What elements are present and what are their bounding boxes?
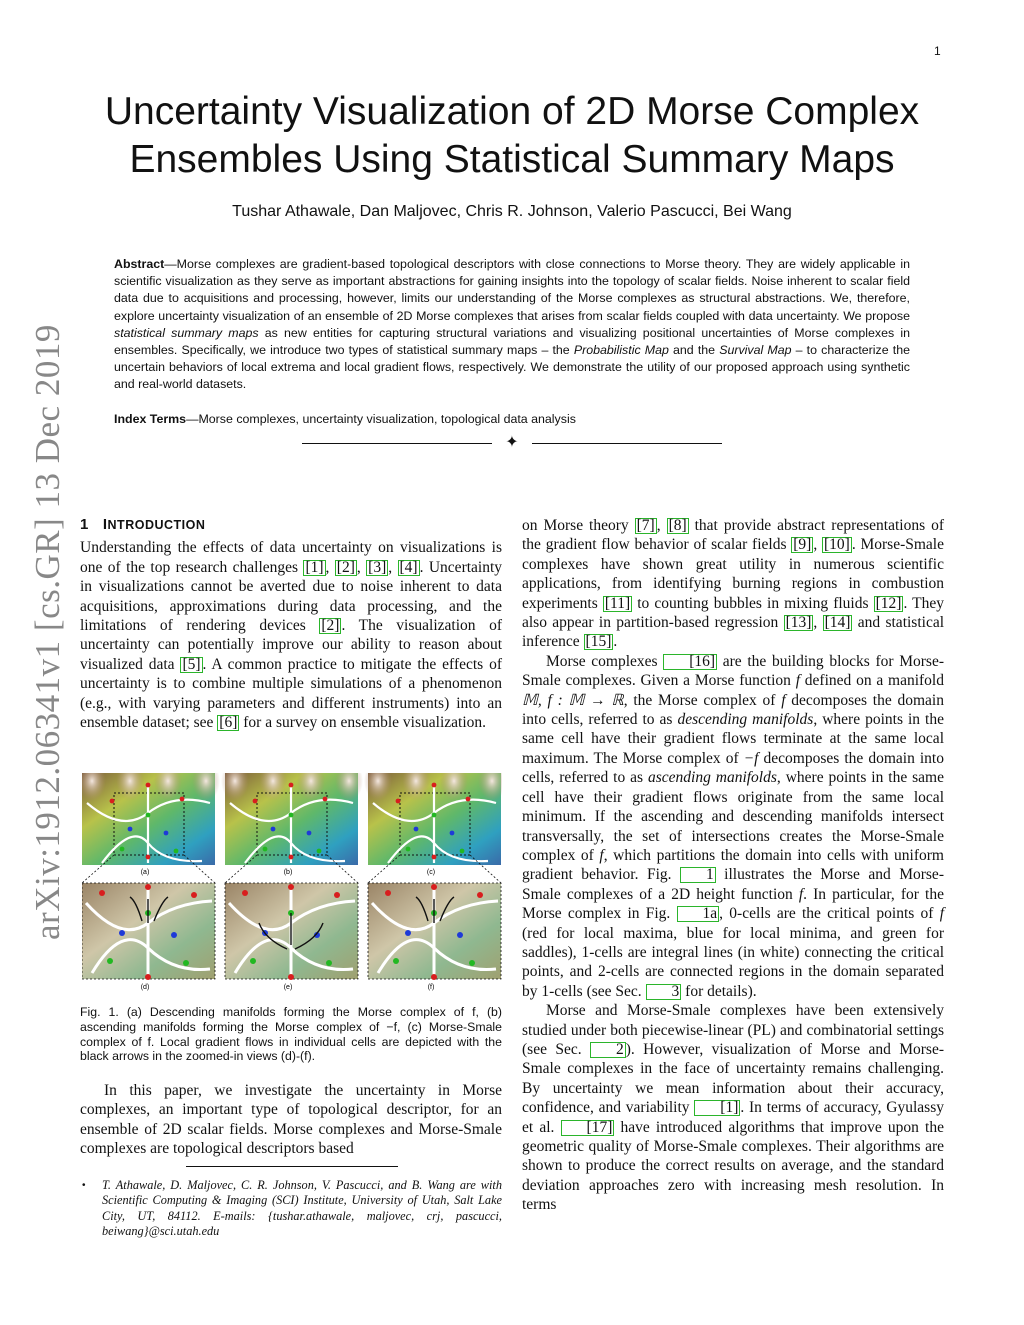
intro-paragraph-2: In this paper, we investigate the uncertainty in Morse complexes, an important type of topological descriptor, for an ensemble of 2D scalar fields. Morse complexes and Morse-Smale complexes are topological descriptors based bbox=[80, 1082, 502, 1158]
citation-link[interactable]: [4] bbox=[399, 558, 418, 576]
title-line-1: Uncertainty Visualization of 2D Morse Complex bbox=[104, 90, 920, 133]
critical-point-max bbox=[146, 783, 151, 788]
critical-point-saddle bbox=[263, 847, 268, 852]
critical-point-max bbox=[110, 799, 115, 804]
figure-label-b: (b) bbox=[283, 869, 293, 876]
citation-link[interactable]: [2] bbox=[336, 558, 355, 576]
critical-point-min bbox=[405, 930, 411, 936]
critical-point-max bbox=[385, 890, 391, 896]
critical-point-saddle bbox=[393, 958, 399, 964]
right-paragraph-3: Morse and Morse-Smale complexes have been extensively studied under both piecewise-linear (PL) and combinatorial settings (see Sec. 2 ). However, visualization of Morse and Morse-Smale complexes in the face of uncertainty remains challenging. By uncertainty we mean information about their accuracy, confidence, and variability [1] . In terms of accuracy, Gyulassy et al. [17] have introduced algorithms that improve upon the geometric quality of Morse-Smale complexes. Their algorithms are shown to produce the correct results on average, and the standard deviation approaches zero with increasing mesh resolution. In terms bbox=[522, 1002, 944, 1214]
critical-point-saddle bbox=[107, 958, 113, 964]
critical-point-saddle bbox=[432, 813, 437, 818]
figure-1 bbox=[82, 773, 502, 995]
abstract bbox=[114, 256, 910, 394]
critical-point-max bbox=[466, 797, 471, 802]
arxiv-stamp: arXiv:1912.06341v1 [cs.GR] 13 Dec 2019 bbox=[28, 324, 67, 940]
critical-point-saddle bbox=[120, 847, 125, 852]
critical-point-max bbox=[477, 892, 483, 898]
section-heading-introduction bbox=[80, 515, 502, 535]
figure-label-a: (a) bbox=[140, 869, 150, 876]
critical-point-min bbox=[457, 932, 463, 938]
index-terms-label: Index Terms bbox=[114, 412, 187, 426]
critical-point-saddle bbox=[460, 849, 465, 854]
citation-link[interactable]: [3] bbox=[368, 558, 387, 576]
section-number: 1 bbox=[80, 516, 89, 533]
figure-link[interactable]: 1 bbox=[680, 867, 716, 883]
paper-title bbox=[0, 88, 1024, 184]
citation-link[interactable]: [12] bbox=[875, 594, 902, 612]
figure-label-f: (f) bbox=[427, 984, 435, 991]
critical-point-min bbox=[307, 831, 312, 836]
critical-point-min bbox=[164, 831, 169, 836]
citation-link[interactable]: [8] bbox=[668, 517, 687, 534]
critical-point-min bbox=[271, 827, 276, 832]
index-terms bbox=[114, 412, 910, 426]
citation-link[interactable]: [7] bbox=[636, 517, 655, 534]
critical-point-saddle bbox=[326, 960, 332, 966]
author-affiliation-footnote: T. Athawale, D. Maljovec, C. R. Johnson, V. Pascucci, and B. Wang are with Scientific Computing & Imaging (SCI) Institute, University of Utah, Salt Lake City, UT, 84112. E-mails: {tushar.athawale, maljovec, crj, pascucci, beiwang}@sci.utah.edu bbox=[102, 1178, 502, 1239]
right-paragraph-2: Morse complexes [16] are the building blocks for Morse-Smale complexes. Given a Morse function f defined on a manifold 𝕄, f : 𝕄 → ℝ, the Morse complex of f decomposes the domain into cells, referred to as descending manifolds, where points in the same cell have their gradient flows terminate at the same local maximum. The Morse complex of −f decomposes the domain into cells, referred to as ascending manifolds, where points in the same cell have their gradient flows originate from the same local minimum. If the ascending and descending manifolds intersect transversally, the set of intersections creates the Morse-Smale complex of f, which partitions the domain into cells with uniform gradient behavior. Fig. 1 illustrates the Morse and Morse-Smale complexes of a 2D height function f. In particular, for the Morse complex in Fig. 1a , 0-cells are the critical points of f (red for local maxima, blue for local minima, and green for saddles), 1-cells are integral lines (in white) connecting the critical points, and 2-cells are connected regions in the domain separated by 1-cells (see Sec. 3 for details). bbox=[522, 652, 944, 1000]
section-first-letter: I bbox=[102, 516, 108, 533]
section-link[interactable]: 3 bbox=[646, 984, 682, 1000]
section-divider bbox=[302, 434, 722, 454]
divider-line-left bbox=[302, 443, 492, 444]
right-paragraph-1: on Morse theory [7] , [8] that provide abstract representations of the gradient flow behavior of scalar fields [9] , [10] . Morse-Smale complexes have shown great utility in numerous scientific applications, from identifying burning regions in combustion experiments [11] to counting bubbles in mixing fluids [12] . They also appear in partition-based regression [13] , [14] and statistical inference [15] . bbox=[522, 517, 945, 651]
critical-point-saddle bbox=[174, 849, 179, 854]
figure-label-c: (c) bbox=[426, 869, 436, 876]
critical-point-max bbox=[432, 783, 437, 788]
citation-link[interactable]: [2] bbox=[321, 617, 340, 635]
abstract-text-2: as new entities for capturing structural variations and visualizing positional uncertainties of Morse complexes in ensembles. Specifically, we introduce two types of statistical summary maps – the bbox=[114, 325, 910, 358]
figure-caption: Fig. 1. (a) Descending manifolds forming the Morse complex of f, (b) ascending manifolds forming the Morse complex of −f, (c) Morse-Smale complex of f. Local gradient flows in individual cells are depicted with the black arrows in the zoomed-in views (d)-(f). bbox=[80, 1005, 502, 1064]
citation-link[interactable]: [10] bbox=[824, 536, 850, 554]
divider-line-right bbox=[532, 443, 722, 444]
abstract-emph-3: Survival Map bbox=[719, 343, 792, 358]
citation-link[interactable]: [6] bbox=[219, 714, 238, 732]
citation-link[interactable]: [1] bbox=[305, 558, 324, 576]
left-column-top bbox=[80, 515, 502, 732]
critical-point-saddle bbox=[317, 849, 322, 854]
critical-point-max bbox=[323, 797, 328, 802]
critical-point-min bbox=[119, 930, 125, 936]
citation-link[interactable]: [11] bbox=[604, 594, 631, 612]
section-title-rest: NTRODUCTION bbox=[107, 518, 206, 532]
footnote-bullet: • bbox=[82, 1180, 86, 1191]
critical-point-max bbox=[242, 890, 248, 896]
critical-point-min bbox=[450, 831, 455, 836]
critical-point-max bbox=[288, 884, 294, 890]
critical-point-max bbox=[99, 890, 105, 896]
critical-point-saddle bbox=[183, 960, 189, 966]
critical-point-max bbox=[432, 855, 437, 860]
critical-point-saddle bbox=[146, 813, 151, 818]
critical-point-min bbox=[414, 827, 419, 832]
critical-point-max bbox=[289, 855, 294, 860]
critical-point-min bbox=[171, 932, 177, 938]
critical-point-max bbox=[431, 974, 437, 980]
right-column bbox=[522, 516, 944, 1215]
abstract-emph-2: Probabilistic Map bbox=[573, 343, 669, 358]
citation-link[interactable]: [1] bbox=[694, 1100, 740, 1116]
section-link[interactable]: 2 bbox=[590, 1042, 626, 1058]
critical-point-max bbox=[253, 799, 258, 804]
figure-label-d: (d) bbox=[140, 984, 150, 991]
author-list: Tushar Athawale, Dan Maljovec, Chris R. Johnson, Valerio Pascucci, Bei Wang bbox=[232, 203, 792, 220]
citation-link[interactable]: [15] bbox=[585, 633, 612, 651]
critical-point-saddle bbox=[289, 813, 294, 818]
index-terms-text: —Morse complexes, uncertainty visualization, topological data analysis bbox=[186, 412, 576, 426]
abstract-text-3: and the bbox=[668, 343, 720, 358]
critical-point-max bbox=[191, 892, 197, 898]
critical-point-saddle bbox=[469, 960, 475, 966]
critical-point-max bbox=[288, 974, 294, 980]
divider-glyph: ✦ bbox=[505, 434, 519, 451]
critical-point-max bbox=[146, 855, 151, 860]
left-column-bottom bbox=[80, 1081, 502, 1159]
citation-link[interactable]: [16] bbox=[663, 654, 717, 670]
critical-point-max bbox=[396, 799, 401, 804]
abstract-text-4: – to characterize the uncertain behaviors of local extrema and local gradient flows, respectively. We demonstrate the utility of our proposed approach using synthetic and real-world datasets. bbox=[114, 343, 910, 392]
citation-link[interactable]: [13] bbox=[785, 614, 812, 632]
figure-panels bbox=[82, 773, 502, 980]
critical-point-max bbox=[145, 974, 151, 980]
citation-link[interactable]: [14] bbox=[824, 614, 851, 632]
critical-point-max bbox=[334, 892, 340, 898]
title-line-2: Ensembles Using Statistical Summary Maps bbox=[129, 138, 895, 181]
critical-point-min bbox=[128, 827, 133, 832]
intro-paragraph-1: Understanding the effects of data uncertainty on visualizations is one of the top research challenges [1] , [2] , [3] , [4] . Uncertainty in visualizations cannot be averted due to noise inherent to data acquisitions, approximations during data processing, and the limitations of rendering devices [2] . The visualization of uncertainty can potentially improve our ability to reason about visualized data [5] . A common practice to mitigate the effects of uncertainty is to combine multiple simulations of a phenomenon (e.g., with varying parameters and different instruments) into an ensemble dataset; see [6] for a survey on ensemble visualization. bbox=[80, 539, 503, 732]
figure-label-e: (e) bbox=[283, 984, 293, 991]
critical-point-max bbox=[145, 884, 151, 890]
figure-link[interactable]: 1a bbox=[677, 906, 720, 922]
citation-link[interactable]: [5] bbox=[182, 655, 201, 673]
footnote-rule bbox=[186, 1166, 398, 1167]
critical-point-max bbox=[180, 797, 185, 802]
abstract-text-1: —Morse complexes are gradient-based topological descriptors with close connections to Morse theory. They are widely applicable in scientific visualization as they serve as important abstractions for gaining insights into the topology of scalar fields. Noise inherent to scalar field data due to acquisitions and processing, however, limits our understanding of the Morse complexes as structural abstractions. We, therefore, explore uncertainty visualization of an ensemble of 2D Morse complexes that arises from scalar fields coupled with data uncertainty. We propose bbox=[114, 257, 910, 323]
critical-point-saddle bbox=[406, 847, 411, 852]
page-number: 1 bbox=[934, 44, 941, 58]
abstract-emph-1: statistical summary maps bbox=[114, 325, 259, 340]
citation-link[interactable]: [17] bbox=[561, 1120, 615, 1136]
abstract-label: Abstract bbox=[114, 257, 165, 271]
critical-point-max bbox=[431, 884, 437, 890]
critical-point-max bbox=[289, 783, 294, 788]
citation-link[interactable]: [9] bbox=[793, 536, 812, 554]
critical-point-saddle bbox=[250, 958, 256, 964]
